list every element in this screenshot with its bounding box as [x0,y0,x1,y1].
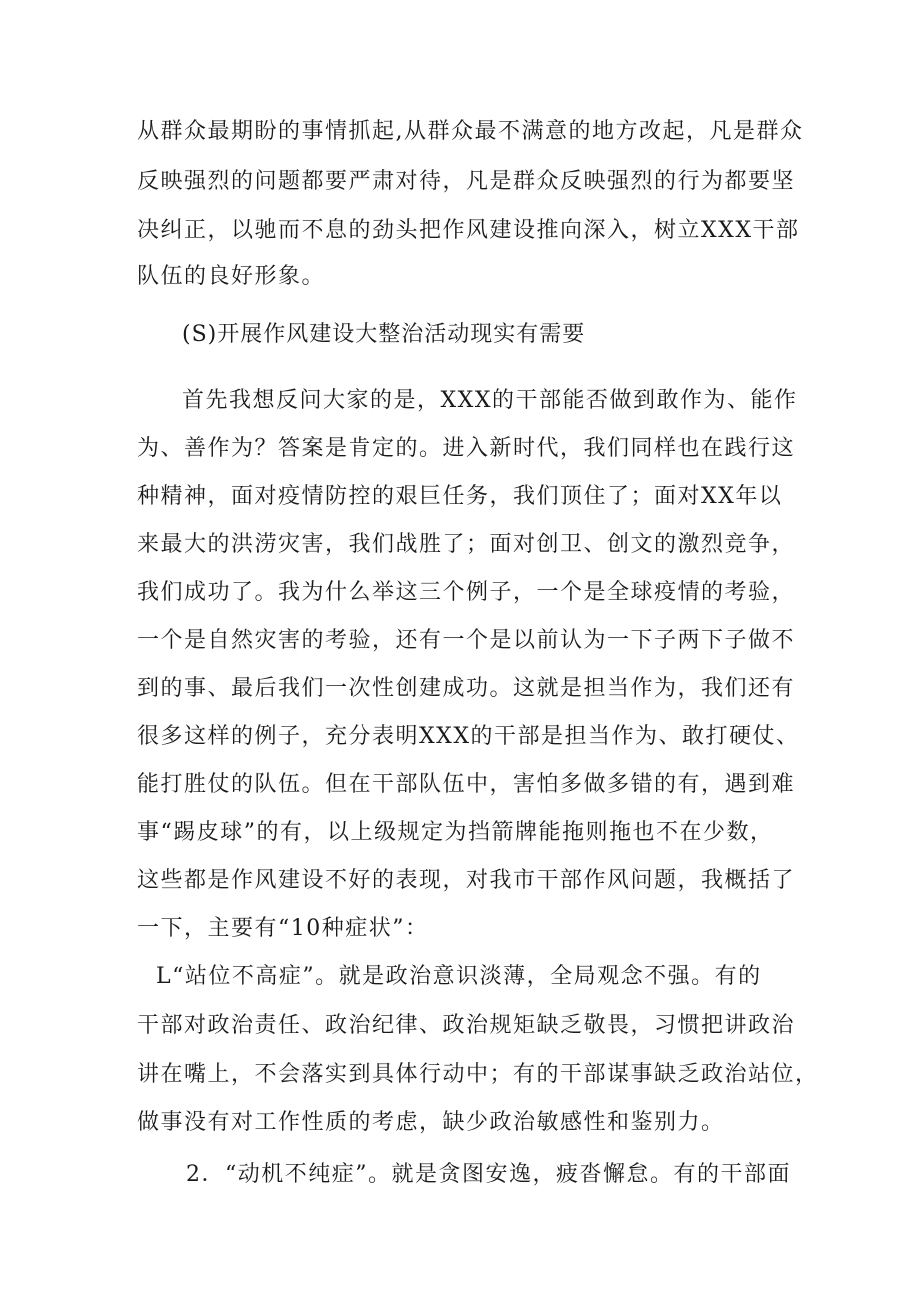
paragraph-line: 能打胜仗的队伍。但在干部队伍中，害怕多做多错的有，遇到难 [137,772,796,797]
paragraph-line: 来最大的洪涝灾害，我们战胜了；面对创卫、创文的激烈竞争， [137,532,796,557]
paragraph-line: 一下，主要有“10种症状”： [137,916,429,941]
paragraph-line: 很多这样的例子，充分表明XXX的干部是担当作为、敢打硬仗、 [137,724,800,749]
paragraph-line: 干部对政治责任、政治纪律、政治规矩缺乏敬畏，习惯把讲政治 [137,1013,796,1038]
section-heading: (S)开展作风建设大整治活动现实有需要 [182,322,586,347]
paragraph-line: 做事没有对工作性质的考虑，缺少政治敏感性和鉴别力。 [137,1110,725,1135]
paragraph-line: 这些都是作风建设不好的表现，对我市干部作风问题，我概括了 [137,868,796,893]
paragraph-line: 2．“动机不纯症”。就是贪图安逸，疲沓懈怠。有的干部面 [186,1162,791,1187]
paragraph-line: 到的事、最后我们一次性创建成功。这就是担当作为，我们还有 [137,676,796,701]
paragraph-line: 为、善作为？答案是肯定的。进入新时代，我们同样也在践行这 [137,436,796,461]
paragraph-line: 队伍的良好形象。 [137,264,326,289]
paragraph-line: 我们成功了。我为什么举这三个例子，一个是全球疫情的考验， [137,580,796,605]
paragraph-line: 首先我想反问大家的是，XXX的干部能否做到敢作为、能作 [182,388,798,413]
paragraph-line: 反映强烈的问题都要严肃对待，凡是群众反映强烈的行为都要坚 [137,169,796,194]
paragraph-line: 从群众最期盼的事情抓起,从群众最不满意的地方改起，凡是群众 [137,119,804,144]
paragraph-line: 一个是自然灾害的考验，还有一个是以前认为一下子两下子做不 [137,628,796,653]
paragraph-line: L“站位不高症”。就是政治意识淡薄，全局观念不强。有的 [156,964,762,989]
paragraph-line: 事“踢皮球”的有，以上级规定为挡箭牌能拖则拖也不在少数， [137,820,774,845]
paragraph-line: 种精神，面对疫情防控的艰巨任务，我们顶住了；面对XX年以 [137,484,783,509]
paragraph-line: 决纠正，以驰而不息的劲头把作风建设推向深入，树立XXX干部 [137,218,800,243]
paragraph-line: 讲在嘴上，不会落实到具体行动中；有的干部谋事缺乏政治站位， [137,1062,819,1087]
